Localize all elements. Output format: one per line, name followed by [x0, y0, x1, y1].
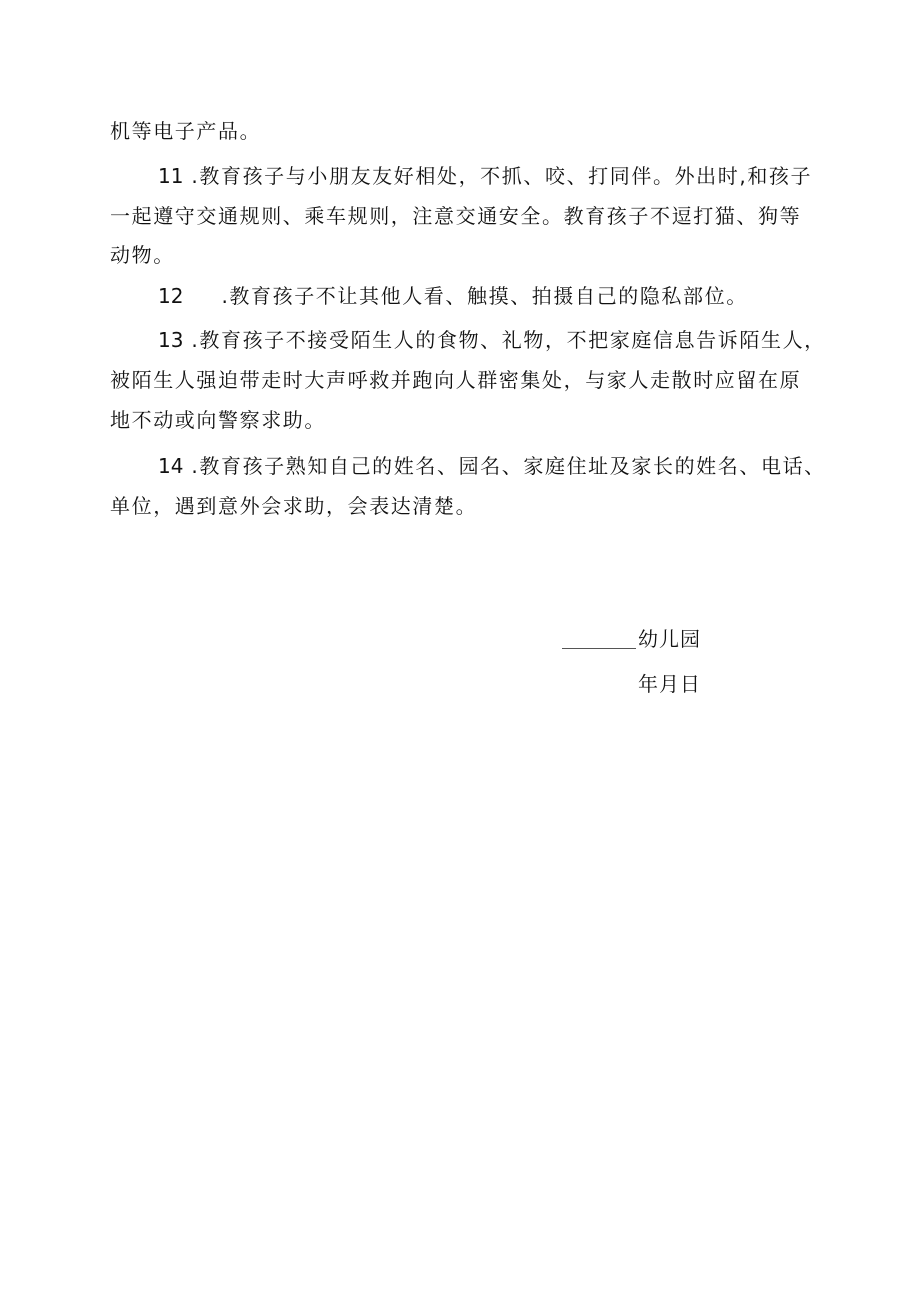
paragraph-11-number: 11: [158, 164, 184, 188]
paragraph-14-line-1: [158, 453, 878, 479]
paragraph-14-text-1: .教育孩子熟知自己的姓名、园名、家庭住址及家长的姓名、电话、: [191, 454, 826, 478]
paragraph-13-text-1: .教育孩子不接受陌生人的食物、礼物，不把家庭信息告诉陌生人，: [191, 328, 826, 352]
paragraph-12-line-1: [158, 283, 878, 309]
paragraph-10-line-3: 机等电子产品。: [110, 119, 262, 143]
paragraph-13-line-2: 被陌生人强迫带走时大声呼救并跑向人群密集处，与家人走散时应留在原: [110, 368, 802, 392]
paragraph-13-number: 13: [158, 328, 184, 352]
paragraph-14-number: 14: [158, 454, 184, 478]
paragraph-11-line-1: [158, 163, 878, 189]
paragraph-14-line-2: 单位，遇到意外会求助，会表达清楚。: [110, 494, 478, 518]
paragraph-11-line-3: 动物。: [110, 243, 175, 267]
paragraph-13-line-1: [158, 327, 878, 353]
signature-date: 年月日: [638, 672, 701, 696]
paragraph-12-number: 12: [158, 284, 184, 308]
paragraph-11-line-2: 一起遵守交通规则、乘车规则，注意交通安全。教育孩子不逗打猫、狗等: [110, 204, 802, 228]
signature-organization: 幼儿园: [638, 627, 701, 651]
signature-blank-line: [562, 648, 636, 649]
paragraph-12-text-1: .教育孩子不让其他人看、触摸、拍摄自己的隐私部位。: [221, 284, 748, 308]
paragraph-11-text-1: .教育孩子与小朋友友好相处，不抓、咬、打同伴。外出时,和孩子: [191, 164, 813, 188]
paragraph-13-line-3: 地不动或向警察求助。: [110, 408, 326, 432]
